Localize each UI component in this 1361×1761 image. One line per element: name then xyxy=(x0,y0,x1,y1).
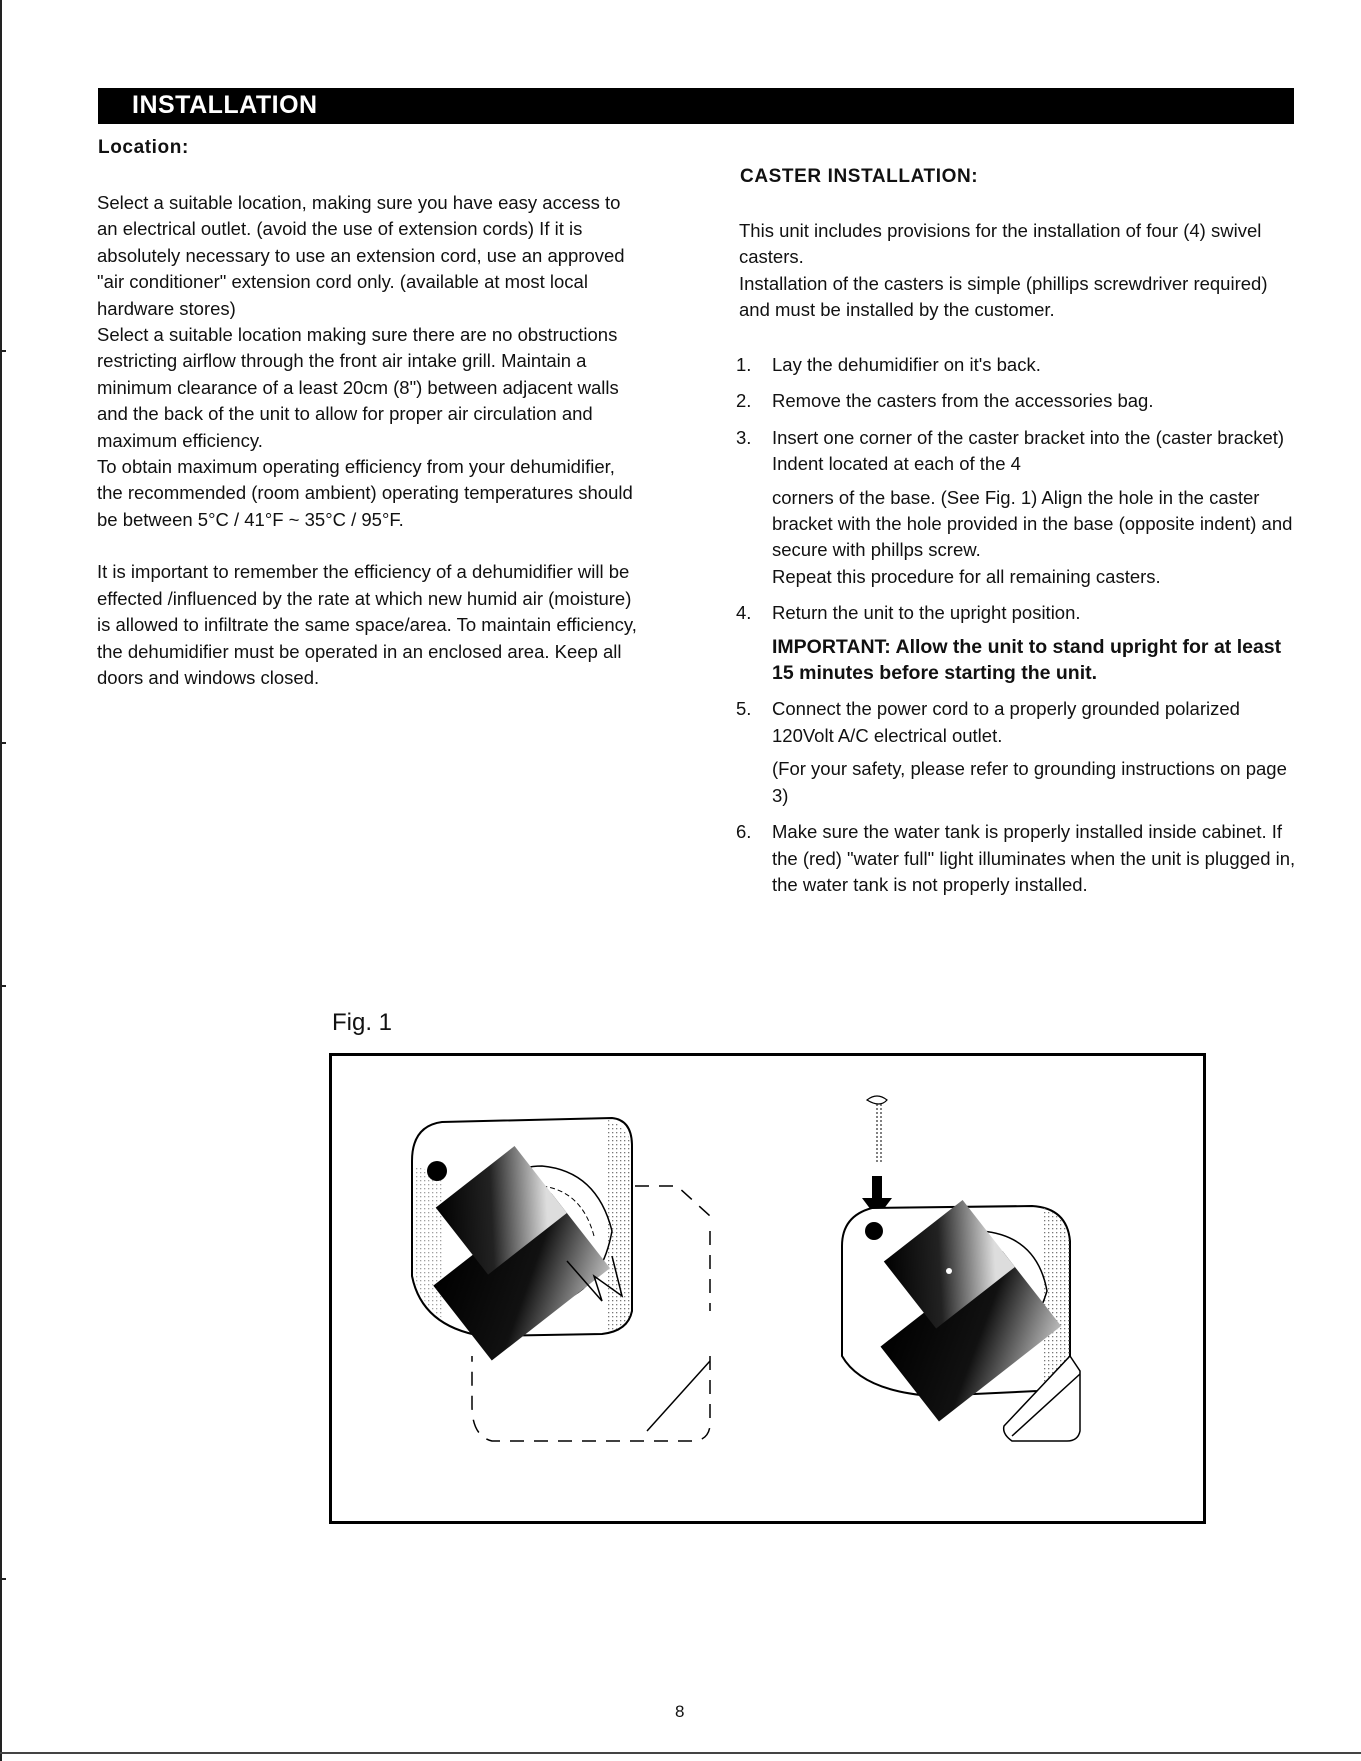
caster-intro-paragraph: Installation of the casters is simple (phillips screwdriver required) and must be installed by the customer. xyxy=(739,272,1268,321)
step-number: 6. xyxy=(736,821,752,843)
caster-steps xyxy=(736,352,1296,898)
location-paragraph: Select a suitable location, making sure you have easy access to an electrical outlet. (avoid the use of extension cords) If it is absolutely necessary to use an extension cord, use an approved "air conditioner" extension cord only. (available at most local hardware stores) xyxy=(97,192,625,319)
caster-intro xyxy=(739,218,1284,324)
step-number: 5. xyxy=(736,698,752,720)
caster-bracket-right xyxy=(840,1096,1080,1441)
caster-intro-paragraph: This unit includes provisions for the installation of four (4) swivel casters. xyxy=(739,220,1262,268)
important-note: IMPORTANT: Allow the unit to stand upright for at least 15 minutes before starting the unit. xyxy=(772,635,1282,685)
caster-figure xyxy=(329,1053,1206,1524)
scan-edge-tick xyxy=(0,1578,6,1580)
location-paragraph: Select a suitable location making sure there are no obstructions restricting airflow through the front air intake grill. Maintain a minimum clearance of a least 20cm (8") between adjacent walls and the back of the unit to allow for proper air circulation and maximum efficiency. xyxy=(97,324,619,451)
section-header-bar xyxy=(98,88,1294,124)
screw-hole xyxy=(865,1222,883,1240)
caster-illustration xyxy=(332,1056,1203,1521)
screw-hole xyxy=(427,1161,447,1181)
step-item xyxy=(736,352,1296,378)
step-number: 3. xyxy=(736,426,752,448)
step-item xyxy=(736,819,1296,898)
scan-edge-tick xyxy=(0,985,6,987)
step-item xyxy=(736,696,1296,809)
step-text: Connect the power cord to a properly grounded polarized 120Volt A/C electrical outlet. xyxy=(772,698,1240,746)
step-text: Make sure the water tank is properly installed inside cabinet. If the (red) "water full" light illuminates when the unit is plugged in, the water tank is not properly installed. xyxy=(772,821,1296,895)
step-text: (For your safety, please refer to grounding instructions on page 3) xyxy=(772,758,1287,806)
location-body xyxy=(97,190,637,691)
step-text: Remove the casters from the accessories bag. xyxy=(772,390,1154,412)
step-text: corners of the base. (See Fig. 1) Align the hole in the caster bracket with the hole provided in the base (opposite indent) and secure with phillps screw. xyxy=(772,486,1293,561)
step-item xyxy=(736,388,1296,414)
section-title: INSTALLATION xyxy=(132,91,318,119)
step-text: Return the unit to the upright position. xyxy=(772,602,1081,624)
figure-label: Fig. 1 xyxy=(332,1009,393,1036)
step-number: 1. xyxy=(736,354,752,375)
scan-edge-line xyxy=(0,0,2,1761)
location-heading: Location: xyxy=(98,137,189,158)
scan-edge-tick xyxy=(0,742,6,744)
caster-bracket-left xyxy=(396,1118,710,1441)
location-paragraph: To obtain maximum operating efficiency from your dehumidifier, the recommended (room ambient) operating temperatures should be between 5°C / 41°F ~ 35°C / 95°F. xyxy=(97,456,633,530)
screw-icon xyxy=(867,1096,887,1104)
step-number: 4. xyxy=(736,602,752,624)
step-text: Insert one corner of the caster bracket into the (caster bracket) Indent located at each of the 4 xyxy=(772,426,1285,475)
step-text: Lay the dehumidifier on it's back. xyxy=(772,354,1041,375)
page-number: 8 xyxy=(675,1702,685,1721)
scan-bottom-line xyxy=(0,1752,1361,1754)
caster-heading: CASTER INSTALLATION: xyxy=(740,166,979,187)
step-text: Repeat this procedure for all remaining casters. xyxy=(772,565,1161,587)
scan-edge-tick xyxy=(0,350,6,352)
location-paragraph: It is important to remember the efficiency of a dehumidifier will be effected /influenced by the rate at which new humid air (moisture) is allowed to infiltrate the same space/area. To maintain efficiency, the dehumidifier must be operated in an enclosed area. Keep all doors and windows closed. xyxy=(97,561,637,688)
step-item xyxy=(736,425,1296,590)
step-number: 2. xyxy=(736,390,752,412)
step-item xyxy=(736,600,1296,686)
